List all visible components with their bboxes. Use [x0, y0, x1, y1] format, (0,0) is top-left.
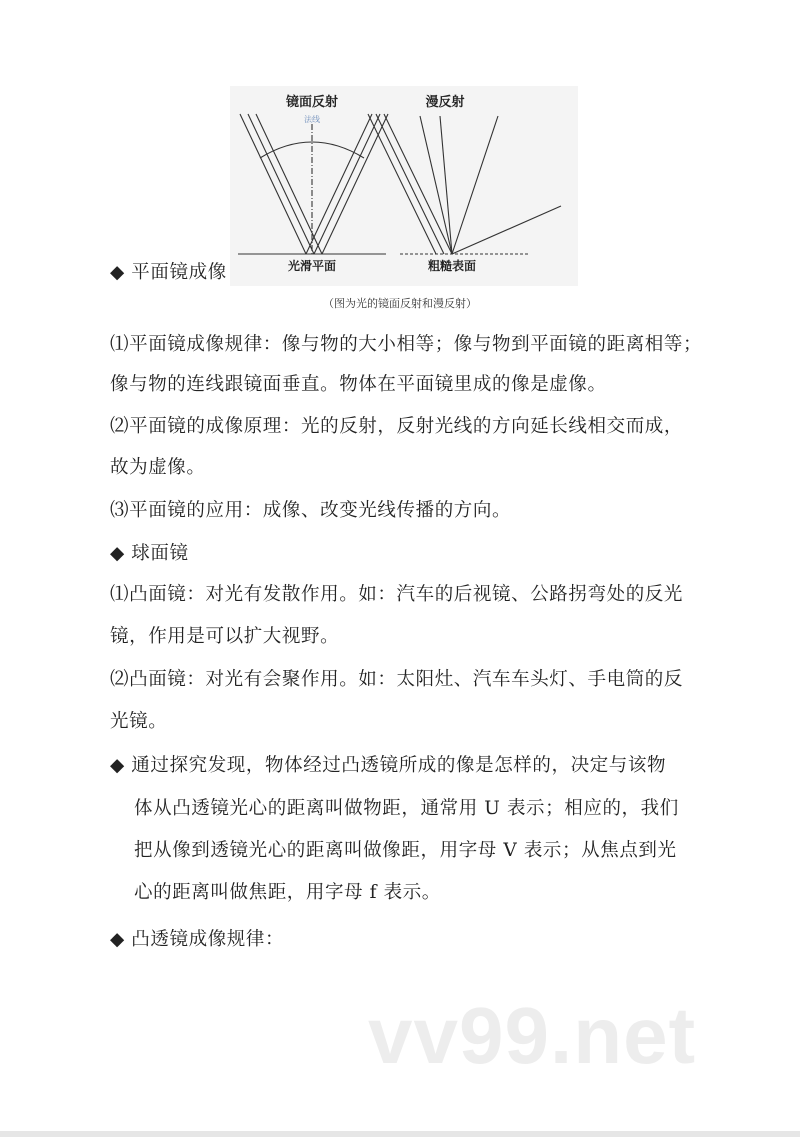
- paragraph-line: 镜，作用是可以扩大视野。: [110, 626, 340, 647]
- paragraph-line: 把从像到透镜光心的距离叫做像距，用字母 V 表示；从焦点到光: [134, 840, 677, 861]
- heading-plane-mirror: ◆ 平面镜成像: [110, 262, 227, 283]
- rough-surface-label: 粗糙表面: [427, 259, 477, 273]
- paragraph-line: ⑶平面镜的应用：成像、改变光线传播的方向。: [110, 500, 512, 521]
- paragraph-line: ⑵平面镜的成像原理：光的反射，反射光线的方向延长线相交而成，: [110, 416, 684, 437]
- page-bottom-edge: [0, 1131, 800, 1137]
- heading-spherical-mirror: ◆ 球面镜: [110, 543, 189, 564]
- paragraph-line: ◆ 通过探究发现，物体经过凸透镜所成的像是怎样的，决定与该物: [110, 755, 667, 776]
- paragraph-line: 心的距离叫做焦距，用字母 f 表示。: [134, 882, 441, 903]
- watermark: vv99.net: [368, 991, 697, 1080]
- paragraph-line: ⑴凸面镜：对光有发散作用。如：汽车的后视镜、公路拐弯处的反光: [110, 584, 684, 605]
- reflection-diagram: [230, 86, 578, 286]
- paragraph-line: 光镜。: [110, 711, 168, 732]
- paragraph-line: 体从凸透镜光心的距离叫做物距，通常用 U 表示；相应的，我们: [134, 798, 679, 819]
- figure-caption: （图为光的镜面反射和漫反射）: [323, 297, 477, 310]
- paragraph-line: 故为虚像。: [110, 457, 206, 478]
- figure-title-right: 漫反射: [425, 95, 465, 110]
- paragraph-line: 像与物的连线跟镜面垂直。物体在平面镜里成的像是虚像。: [110, 374, 607, 395]
- reflection-figure: [230, 86, 578, 286]
- paragraph-line: ⑵凸面镜：对光有会聚作用。如：太阳灶、汽车车头灯、手电筒的反: [110, 669, 684, 690]
- normal-label: 法线: [304, 115, 320, 124]
- figure-title-left: 镜面反射: [285, 95, 339, 110]
- smooth-surface-label: 光滑平面: [287, 259, 337, 273]
- heading-convex-lens-rules: ◆ 凸透镜成像规律：: [110, 929, 285, 950]
- paragraph-line: ⑴平面镜成像规律：像与物的大小相等；像与物到平面镜的距离相等；: [110, 334, 703, 355]
